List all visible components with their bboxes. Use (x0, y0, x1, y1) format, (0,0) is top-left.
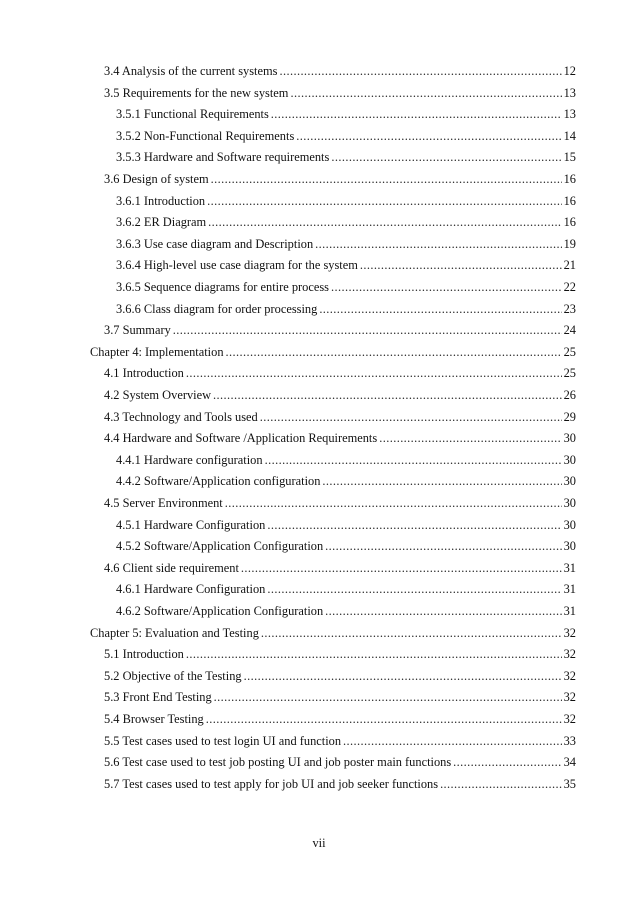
toc-leader-dots (225, 496, 562, 510)
toc-leader-dots (331, 280, 562, 294)
toc-entry-title: 5.1 Introduction (104, 647, 184, 662)
toc-leader-dots (290, 86, 561, 100)
toc-leader-dots (214, 690, 562, 704)
toc-entry-title: 5.3 Front End Testing (104, 690, 212, 705)
toc-entry (104, 706, 576, 726)
toc-entry-title: 5.4 Browser Testing (104, 712, 204, 726)
toc-entry-page: 29 (563, 409, 576, 424)
toc-leader-dots (241, 561, 562, 575)
toc-leader-dots (207, 194, 561, 208)
toc-leader-dots (261, 626, 562, 640)
toc-entry-title: 5.6 Test case used to test job posting UI and job poster main functions (104, 755, 452, 770)
toc-leader-dots (343, 734, 562, 748)
toc-leader-dots (440, 777, 562, 791)
toc-entry-title: 4.6.2 Software/Application Configuration (116, 604, 324, 618)
toc-entry-page: 13 (563, 107, 576, 122)
toc-entry (116, 144, 576, 164)
toc-entry-title: 4.6 Client side requirement (104, 560, 239, 575)
toc-entry (116, 274, 576, 294)
toc-leader-dots (319, 302, 561, 316)
toc-entry (104, 58, 576, 78)
toc-leader-dots (315, 237, 561, 251)
toc-entry-page: 30 (563, 431, 576, 446)
toc-entry-title: 4.5.1 Hardware Configuration (116, 517, 266, 532)
toc-leader-dots (360, 258, 562, 272)
toc-leader-dots (267, 518, 561, 532)
toc-entry-page: 30 (563, 517, 576, 532)
toc-entry-page: 31 (563, 604, 576, 618)
toc-entry-page: 26 (563, 388, 576, 402)
toc-entry (116, 252, 576, 272)
toc-entry-title: 4.5.2 Software/Application Configuration (116, 539, 324, 554)
toc-entry (104, 166, 576, 186)
toc-entry (104, 749, 576, 769)
toc-entry (104, 425, 576, 445)
toc-leader-dots (260, 410, 562, 424)
toc-entry-title: 4.4.1 Hardware configuration (116, 452, 263, 467)
toc-entry-title: 4.3 Technology and Tools used (104, 409, 258, 424)
toc-entry-title: 5.2 Objective of the Testing (104, 668, 242, 683)
toc-entry-title: Chapter 5: Evaluation and Testing (90, 625, 259, 640)
toc-chapter-entry (90, 339, 576, 359)
toc-entry-page: 30 (563, 496, 576, 510)
toc-entry (116, 188, 576, 208)
toc-entry (116, 209, 576, 229)
toc-entry-page: 30 (563, 452, 576, 467)
toc-entry-title: 3.5.3 Hardware and Software requirements (116, 150, 330, 165)
toc-entry-title: 3.6.1 Introduction (116, 193, 206, 208)
toc-leader-dots (271, 107, 562, 121)
toc-entry-page: 33 (563, 733, 576, 748)
toc-entry-page: 34 (563, 755, 576, 770)
toc-leader-dots (173, 323, 562, 337)
toc-entry-title: 5.5 Test cases used to test login UI and function (104, 733, 342, 748)
toc-entry (104, 684, 576, 704)
toc-entry-title: 3.4 Analysis of the current systems (104, 64, 278, 78)
toc-leader-dots (213, 388, 562, 402)
toc-entry-page: 35 (563, 776, 576, 791)
toc-entry-page: 32 (563, 647, 576, 662)
toc-entry-page: 15 (563, 150, 576, 165)
toc-entry-page: 25 (563, 344, 576, 359)
toc-leader-dots (267, 582, 561, 596)
toc-entry (116, 231, 576, 251)
toc-leader-dots (379, 431, 561, 445)
toc-entry-page: 30 (563, 474, 576, 489)
toc-entry (116, 447, 576, 467)
toc-entry-title: 3.6.4 High-level use case diagram for the system (116, 258, 358, 273)
toc-entry-title: 3.7 Summary (104, 323, 171, 338)
toc-entry (116, 533, 576, 553)
toc-leader-dots (206, 712, 562, 726)
toc-entry (116, 123, 576, 143)
toc-entry-page: 24 (563, 323, 576, 338)
toc-entry-title: 4.1 Introduction (104, 366, 184, 381)
toc-entry-page: 19 (563, 236, 576, 251)
toc-entry-page: 13 (563, 85, 576, 100)
toc-entry-page: 22 (563, 280, 576, 294)
toc-entry (116, 512, 576, 532)
toc-leader-dots (186, 366, 562, 380)
toc-entry-page: 32 (563, 712, 576, 726)
toc-leader-dots (211, 172, 562, 186)
toc-leader-dots (322, 474, 561, 488)
toc-chapter-entry (90, 620, 576, 640)
toc-entry (116, 468, 576, 488)
toc-leader-dots (325, 604, 561, 618)
toc-entry-page: 32 (563, 668, 576, 683)
toc-entry-page: 16 (563, 193, 576, 208)
toc-entry (104, 404, 576, 424)
toc-entry-page: 14 (563, 128, 576, 143)
toc-leader-dots (208, 215, 561, 229)
toc-leader-dots (226, 345, 562, 359)
toc-entry-page: 16 (563, 215, 576, 230)
toc-entry-title: 3.6.2 ER Diagram (116, 215, 207, 230)
toc-entry-title: 3.5.1 Functional Requirements (116, 107, 269, 122)
toc-entry (104, 317, 576, 337)
toc-entry-title: 3.6.5 Sequence diagrams for entire process (116, 280, 329, 294)
toc-entry (116, 598, 576, 618)
toc-leader-dots (325, 539, 561, 553)
toc-leader-dots (279, 64, 561, 78)
toc-leader-dots (331, 150, 561, 164)
toc-entry (104, 641, 576, 661)
toc-entry-page: 16 (563, 172, 576, 186)
toc-leader-dots (296, 129, 561, 143)
toc-entry (104, 728, 576, 748)
toc-entry-page: 30 (563, 539, 576, 554)
toc-entry-page: 32 (563, 690, 576, 705)
toc-entry-page: 31 (563, 582, 576, 597)
toc-entry-page: 12 (563, 64, 576, 78)
toc-entry (104, 382, 576, 402)
toc-entry-title: 4.2 System Overview (104, 388, 212, 402)
toc-entry-title: 4.4.2 Software/Application configuration (116, 474, 321, 489)
toc-entry-title: 3.5.2 Non-Functional Requirements (116, 128, 295, 143)
toc-entry-title: 4.5 Server Environment (104, 496, 223, 510)
toc-entry-title: 4.6.1 Hardware Configuration (116, 582, 266, 597)
toc-entry-title: Chapter 4: Implementation (90, 344, 224, 359)
toc-leader-dots (265, 453, 562, 467)
toc-entry-title: 5.7 Test cases used to test apply for job UI and job seeker functions (104, 776, 439, 791)
toc-leader-dots (244, 669, 562, 683)
toc-entry-page: 32 (563, 625, 576, 640)
toc-entry-page: 21 (563, 258, 576, 273)
toc-leader-dots (186, 647, 562, 661)
toc-entry-page: 23 (563, 301, 576, 316)
toc-entry-title: 3.6.3 Use case diagram and Description (116, 236, 314, 251)
toc-entry (116, 576, 576, 596)
toc-entry-page: 25 (563, 366, 576, 381)
toc-entry (116, 101, 576, 121)
toc-entry (104, 663, 576, 683)
toc-entry-title: 3.6.6 Class diagram for order processing (116, 301, 318, 316)
toc-entry (116, 296, 576, 316)
toc-entry-title: 3.6 Design of system (104, 172, 209, 186)
toc-entry (104, 490, 576, 510)
toc-entry-page: 31 (563, 560, 576, 575)
toc-entry (104, 80, 576, 100)
toc-entry-title: 3.5 Requirements for the new system (104, 85, 289, 100)
page-number: vii (312, 836, 326, 850)
toc-entry-title: 4.4 Hardware and Software /Application Requirements (104, 431, 378, 446)
toc-entry (104, 360, 576, 380)
toc-entry (104, 555, 576, 575)
toc-entry (104, 771, 576, 791)
toc-leader-dots (453, 755, 561, 769)
